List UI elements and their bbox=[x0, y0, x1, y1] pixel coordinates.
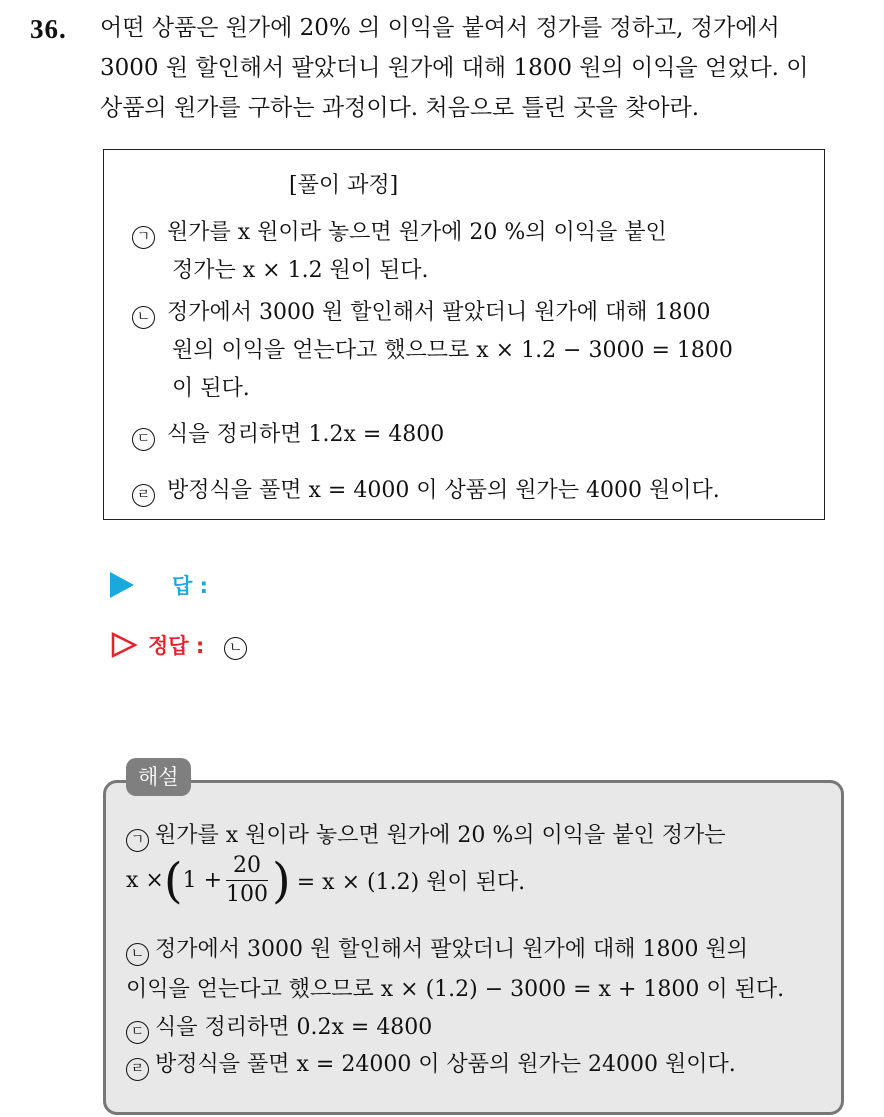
step-text: 방정식을 풀면 x = 4000 이 상품의 원가는 4000 원이다. bbox=[167, 478, 720, 503]
process-step-2 bbox=[132, 294, 733, 408]
step-text: 원가를 x 원이라 놓으면 원가에 20 %의 이익을 붙인 bbox=[167, 220, 667, 245]
step-text: 정가에서 3000 원 할인해서 팔았더니 원가에 대해 1800 bbox=[167, 300, 711, 325]
question-line: 상품의 원가를 구하는 과정이다. 처음으로 틀린 곳을 찾아라. bbox=[100, 95, 700, 121]
step-marker: ㄴ bbox=[126, 943, 149, 966]
step-text: 정가는 x × 1.2 원이 된다. bbox=[172, 258, 429, 283]
right-paren: ) bbox=[272, 852, 291, 909]
answer-marker: ㄴ bbox=[224, 637, 247, 660]
process-step-1 bbox=[132, 214, 667, 290]
fraction-denominator: 100 bbox=[226, 882, 269, 907]
question-line: 어떤 상품은 원가에 20% 의 이익을 붙여서 정가를 정하고, 정가에서 bbox=[100, 15, 780, 41]
explanation-formula-line bbox=[126, 852, 525, 909]
correct-answer-label: 정답 : bbox=[148, 634, 205, 658]
answer-row bbox=[110, 570, 208, 600]
left-paren: ( bbox=[163, 852, 183, 909]
explanation-text: 이익을 얻는다고 했으므로 x × (1.2) − 3000 = x + 1800 이 된다. bbox=[126, 977, 785, 1002]
step-marker: ㄹ bbox=[132, 484, 155, 507]
step-marker: ㄷ bbox=[126, 1021, 149, 1044]
explanation-text: 식을 정리하면 0.2x = 4800 bbox=[155, 1015, 433, 1040]
step-marker: ㄹ bbox=[126, 1058, 149, 1081]
question-line: 3000 원 할인해서 팔았더니 원가에 대해 1800 원의 이익을 얻었다. 이 bbox=[100, 55, 809, 81]
explanation-text: 1 + bbox=[182, 868, 223, 893]
explanation-text: 방정식을 풀면 x = 24000 이 상품의 원가는 24000 원이다. bbox=[155, 1052, 736, 1077]
step-marker: ㄱ bbox=[132, 226, 155, 249]
step-marker: ㄴ bbox=[132, 306, 155, 329]
explanation-text: 원가를 x 원이라 놓으면 원가에 20 %의 이익을 붙인 정가는 bbox=[155, 823, 726, 848]
outline-triangle-icon bbox=[110, 631, 138, 659]
correct-answer-value bbox=[224, 631, 247, 660]
step-text: 이 된다. bbox=[172, 376, 250, 401]
question-number: 36. bbox=[30, 14, 67, 44]
explanation-line bbox=[126, 1010, 432, 1044]
step-marker: ㄷ bbox=[132, 428, 155, 451]
play-triangle-icon bbox=[110, 572, 134, 598]
explanation-line bbox=[126, 932, 748, 966]
fraction bbox=[226, 852, 268, 909]
explanation-text: = x × (1.2) 원이 된다. bbox=[296, 870, 526, 895]
explanation-line bbox=[126, 818, 726, 852]
question-text bbox=[100, 8, 870, 128]
answer-label: 답 : bbox=[172, 574, 208, 598]
step-marker: ㄱ bbox=[126, 829, 149, 852]
correct-answer-row bbox=[110, 630, 247, 660]
fraction-numerator: 20 bbox=[226, 852, 268, 881]
explanation-line bbox=[126, 972, 784, 1003]
process-title: [풀이 과정] bbox=[289, 173, 399, 198]
explanation-line bbox=[126, 1047, 736, 1081]
process-step-4 bbox=[132, 472, 720, 510]
explanation-text: 정가에서 3000 원 할인해서 팔았더니 원가에 대해 1800 원의 bbox=[155, 937, 748, 962]
step-text: 식을 정리하면 1.2x = 4800 bbox=[167, 422, 445, 447]
process-step-3 bbox=[132, 416, 444, 454]
explanation-tag: 해설 bbox=[126, 758, 191, 796]
step-text: 원의 이익을 얻는다고 했으므로 x × 1.2 − 3000 = 1800 bbox=[172, 338, 733, 363]
solution-process-box bbox=[103, 149, 825, 520]
explanation-text: x × bbox=[126, 868, 164, 893]
